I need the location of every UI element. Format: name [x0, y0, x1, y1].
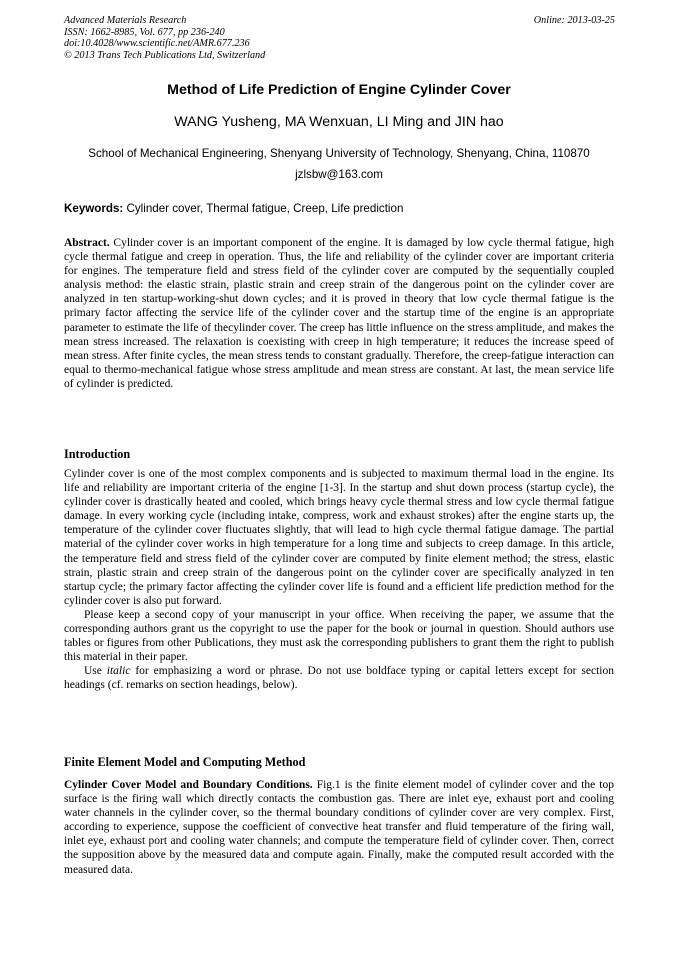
p3-italic-word: italic: [106, 665, 131, 678]
doi-line: doi:10.4028/www.scientific.net/AMR.677.236: [64, 38, 250, 50]
fem-subheading: Cylinder Cover Model and Boundary Conditions.: [64, 779, 313, 791]
fem-body: [64, 778, 614, 877]
author-list: WANG Yusheng, MA Wenxuan, LI Ming and JIN hao: [174, 114, 504, 130]
copyright-line: © 2013 Trans Tech Publications Ltd, Switzerland: [64, 49, 266, 61]
introduction-body: [64, 467, 614, 693]
keywords-text: Cylinder cover, Thermal fatigue, Creep, Life prediction: [123, 202, 404, 215]
fem-heading: Finite Element Model and Computing Method: [64, 755, 306, 769]
introduction-heading: Introduction: [64, 447, 131, 461]
paper-title: Method of Life Prediction of Engine Cylinder Cover: [167, 82, 511, 98]
affiliation: School of Mechanical Engineering, Shenyang University of Technology, Shenyang, China, 110870: [88, 147, 590, 160]
keywords-label: Keywords:: [64, 202, 124, 215]
online-date: Online: 2013-03-25: [533, 15, 615, 26]
introduction-paragraph-3: [64, 664, 614, 692]
contact-email: jzlsbw@163.com: [295, 168, 383, 181]
introduction-paragraph-1: Cylinder cover is one of the most complex components and is subjected to maximum thermal load in the engine. Its life and reliability are important criteria of the engine [1-3]. In the startup and shut down process (startup cycle), the cylinder cover is drastically heated and cooled, which brings heavy cycle thermal stress and low cycle thermal fatigue damage. In every working cycle (including intake, compress, work and exhaust strokes) after the engine starts up, the temperature of the cylinder cover fluctuates slightly, that will lead to high cycle thermal fatigue damage. The partial material of the cylinder cover works in high temperature for a long time and subjects to creep damage. In this article, the temperature field and stress field of the cylinder cover are computed by finite element method; the stress, elastic strain, plastic strain and creep strain of the dangerous point on the cylinder cover are specifically analyzed in ten startup cycle; the primary factor affecting the cylinder cover life is found and a efficient life prediction method for the cylinder cover is also put forward.: [64, 468, 614, 607]
journal-name: Advanced Materials Research: [64, 15, 187, 26]
journal-info: [64, 15, 265, 61]
abstract: [64, 236, 614, 391]
introduction-paragraph-2: Please keep a second copy of your manuscript in your office. When receiving the paper, we assume that the corresponding authors grant us the copyright to use the paper for the book or journal in question. Should authors use tables or figures from other Publications, they must ask the corresponding publishers to grant them the right to publish this material in their paper.: [64, 608, 614, 664]
fem-text: Fig.1 is the finite element model of cylinder cover and the top surface is the firing wall which directly contacts the combustion gas. There are inlet eye, exhaust port and cooling water channels in the cylinder cover, so the thermal boundary conditions of cylinder cover are very complex. First, according to experience, suppose the coefficient of convective heat transfer and fluid temperature of the firing wall, inlet eye, exhaust port and cooling water channels; and compute the temperature field of cylinder cover. Then, correct the supposition above by the measured data and compute again. Finally, make the computed result accorded with the measured data.: [64, 779, 614, 876]
keywords: [64, 202, 403, 215]
issn-line: ISSN: 1662-8985, Vol. 677, pp 236-240: [64, 26, 225, 38]
p3-after: for emphasizing a word or phrase. Do not use boldface typing or capital letters except for section headings (cf. remarks on section headings, below).: [64, 665, 614, 692]
p3-before: Use: [84, 665, 107, 678]
abstract-label: Abstract.: [64, 237, 110, 249]
abstract-text: Cylinder cover is an important component of the engine. It is damaged by low cycle thermal fatigue, high cycle thermal fatigue and creep in operation. Thus, the life and reliability of the cylinder cover are important criteria for engines. The temperature field and stress field of the cylinder cover are computed by the sequentially coupled analysis method: the elastic strain, plastic strain and creep strain of the dangerous point on the cylinder cover are analyzed in ten startup-working-shut down cycles; and it is proved in theory that low cycle thermal fatigue is the primary factor affecting the service life of the cylinder cover and the startup time of the engine is an appropriate parameter to estimate the life of thecylinder cover. The creep has little influence on the stress amplitude, and makes the mean stress increased. The relaxation is coexisting with creep in high temperature; it reduces the increase speed of mean stress. After finite cycles, the mean stress tends to constant gradually. Therefore, the creep-fatigue interaction can equal to thermo-mechanical fatigue whose stress amplitude and mean stress are constant. At last, the mean service life of cylinder is predicted.: [64, 237, 614, 390]
